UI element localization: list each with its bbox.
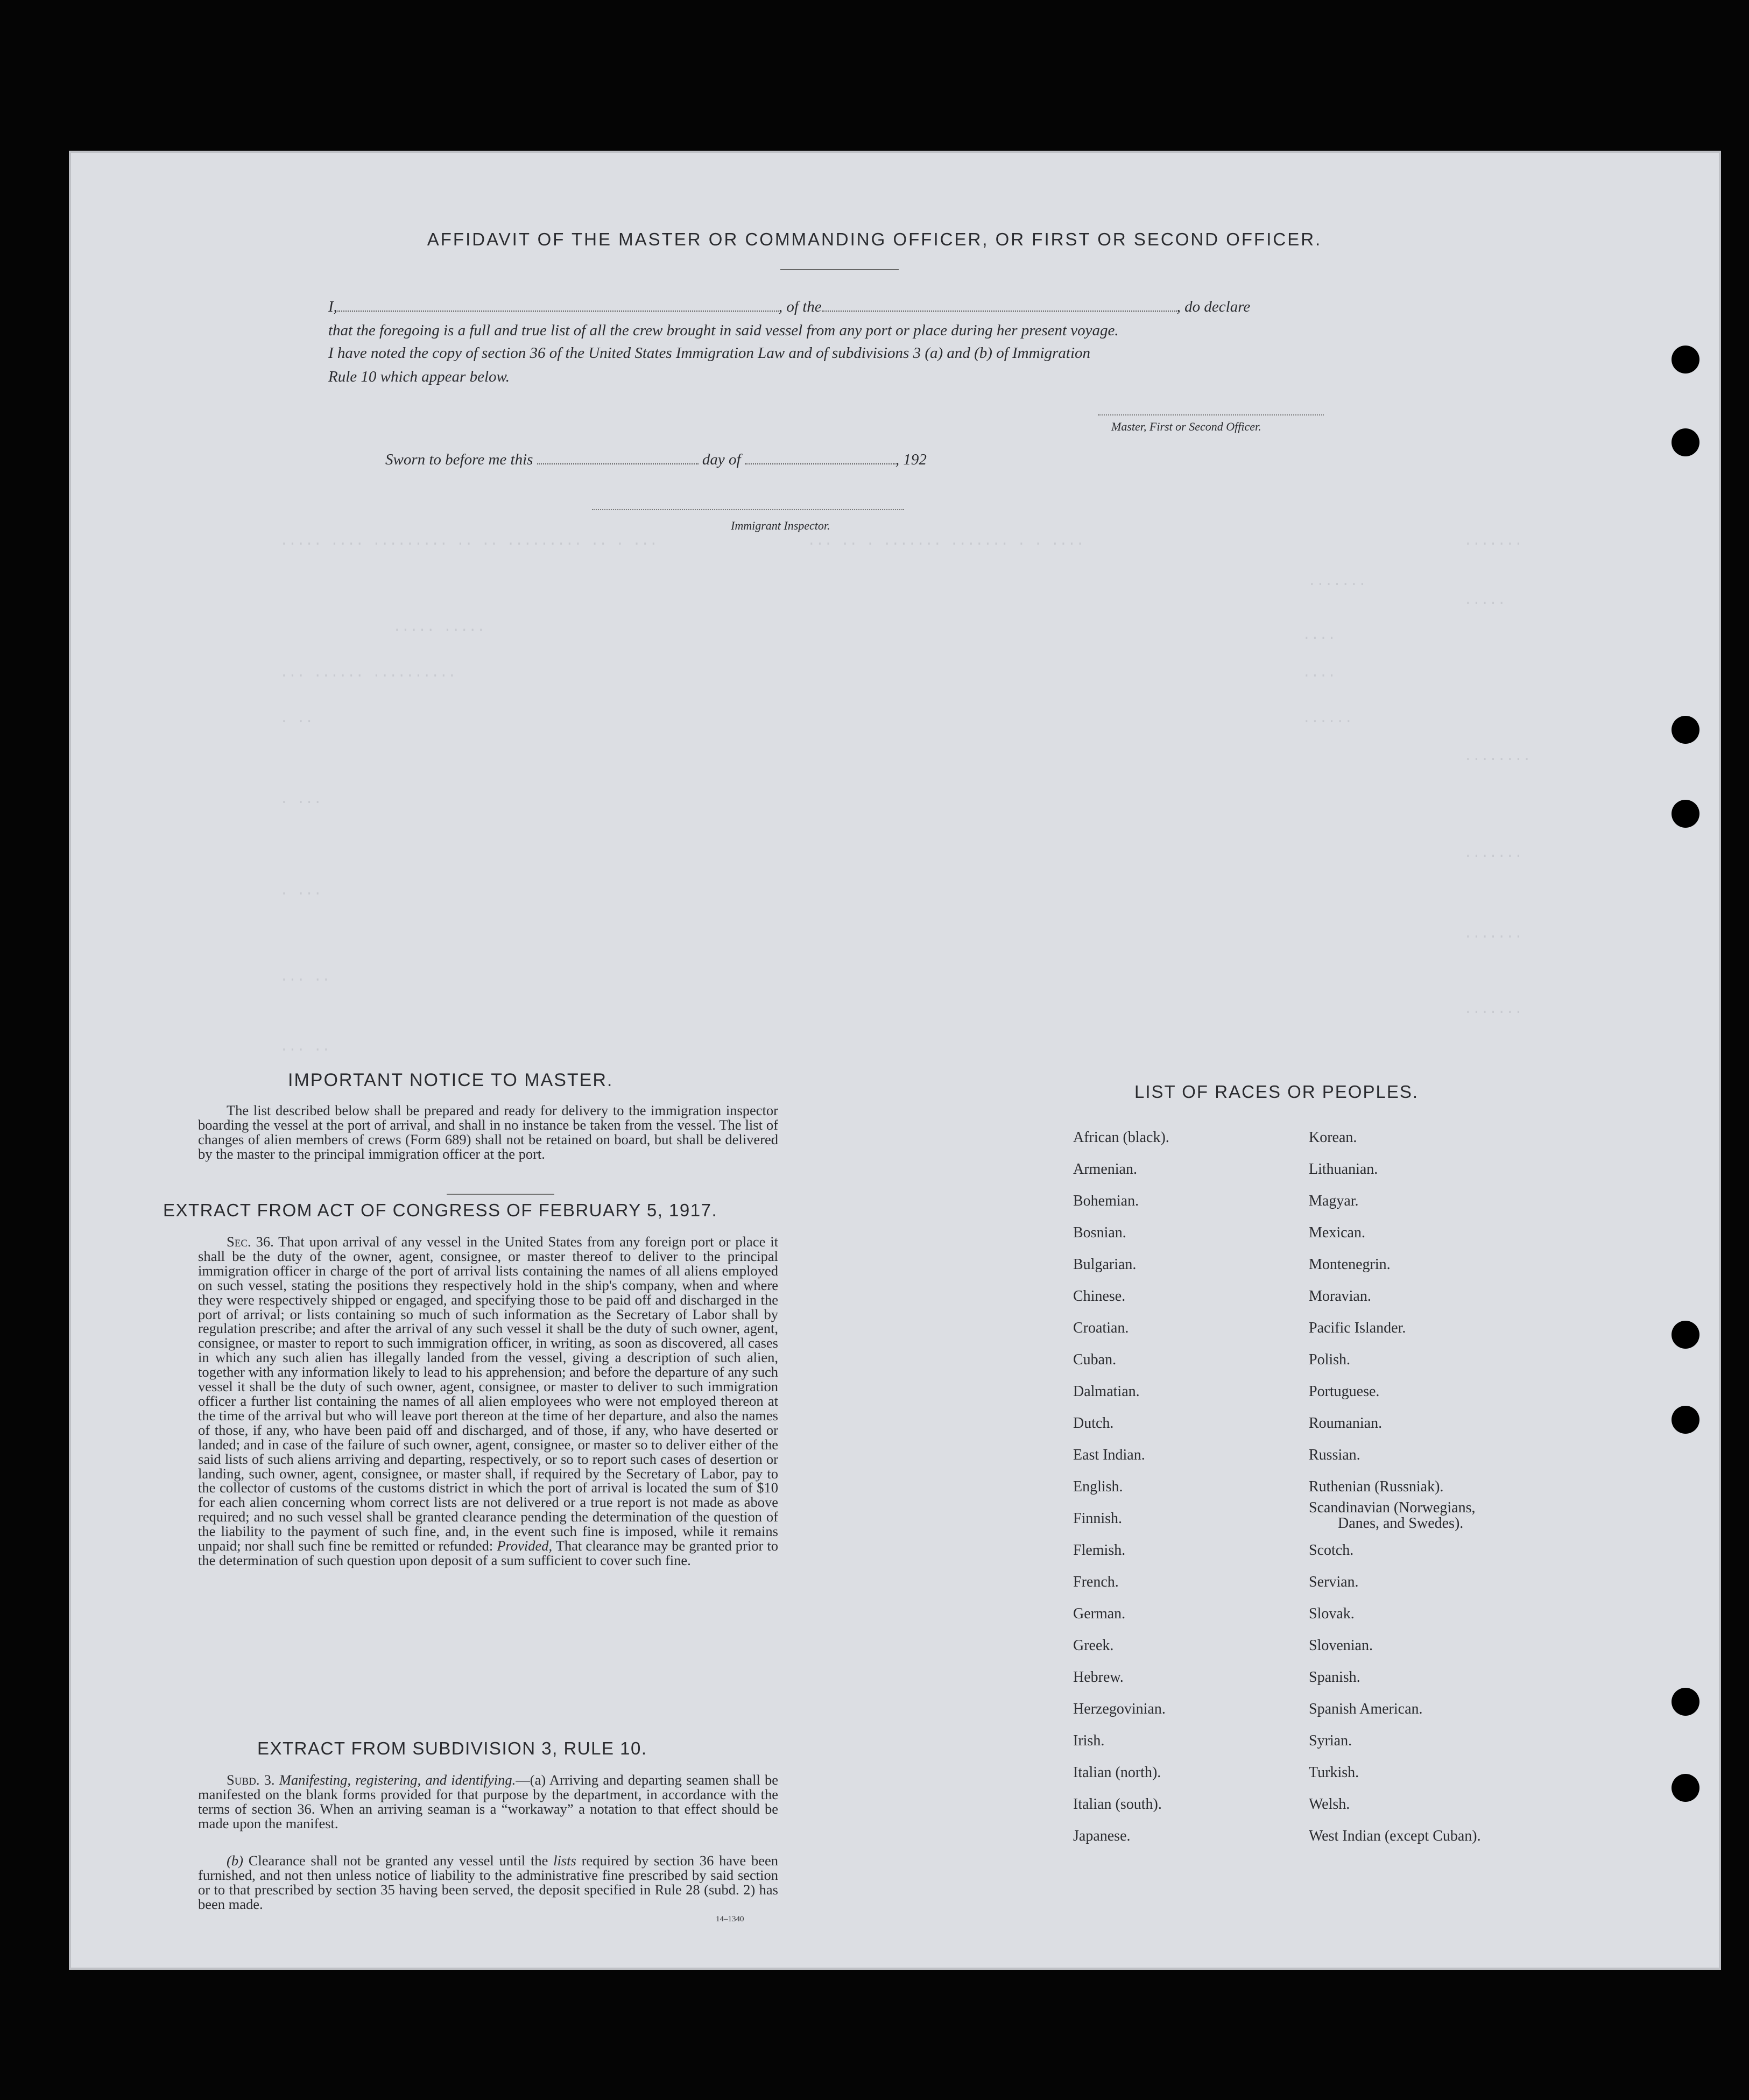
punch-hole <box>1672 800 1699 828</box>
inspector-label: Immigrant Inspector. <box>731 519 830 532</box>
race-item: Herzegovinian. <box>1073 1701 1166 1717</box>
punch-hole <box>1672 1688 1699 1716</box>
notice-body: The list described below shall be prepared and ready for delivery to the immigration inspector boarding the vessel at the port of arrival, and shall in no instance be taken from the vessel. The list of changes of alien members of crews (Form 689) shall not be retained on board, but shall be delivered by the master to the principal immigration officer at the port. <box>198 1102 778 1162</box>
race-item: Spanish. <box>1309 1669 1360 1686</box>
extract-rule-para-a <box>198 1773 778 1831</box>
race-item: East Indian. <box>1073 1447 1145 1463</box>
name-field[interactable] <box>337 311 779 312</box>
race-item: Magyar. <box>1309 1193 1359 1209</box>
race-item: Russian. <box>1309 1447 1360 1463</box>
race-item: African (black). <box>1073 1129 1169 1146</box>
extract-rule-title: EXTRACT FROM SUBDIVISION 3, RULE 10. <box>257 1738 647 1758</box>
race-item: Ruthenian (Russniak). <box>1309 1478 1444 1495</box>
provided-label: Provided, <box>497 1538 553 1554</box>
do-declare-label: , do declare <box>1176 298 1251 315</box>
title-rule <box>780 269 899 270</box>
form-number: 14–1340 <box>716 1915 744 1923</box>
race-item: Irish. <box>1073 1732 1105 1749</box>
para-b-label: (b) <box>227 1852 243 1869</box>
race-item: Greek. <box>1073 1637 1114 1654</box>
race-item: Bohemian. <box>1073 1193 1139 1209</box>
race-item: Welsh. <box>1309 1796 1350 1813</box>
race-item: Italian (north). <box>1073 1764 1161 1781</box>
race-item: Servian. <box>1309 1574 1359 1590</box>
race-item: Slovak. <box>1309 1605 1355 1622</box>
punch-hole <box>1672 1774 1699 1802</box>
race-item: West Indian (except Cuban). <box>1309 1828 1481 1844</box>
notice-rule <box>447 1194 554 1195</box>
race-item: Polish. <box>1309 1351 1351 1368</box>
race-item: German. <box>1073 1605 1126 1622</box>
race-item: Japanese. <box>1073 1828 1131 1844</box>
punch-hole <box>1672 346 1699 374</box>
race-item: French. <box>1073 1574 1119 1590</box>
race-item: Spanish American. <box>1309 1701 1423 1717</box>
para-b-text-2: required by section 36 have been furnished, and not then unless notice of liability to the administrative fine prescribed by said section or to that prescribed by section 35 having been served, the deposit specified in Rule 28 (subd. 2) has been made. <box>198 1852 779 1912</box>
race-item: Pacific Islander. <box>1309 1320 1406 1336</box>
sec-label: Sec. 36. <box>227 1234 274 1250</box>
master-signature-line[interactable] <box>1098 414 1324 415</box>
race-item: Bulgarian. <box>1073 1256 1137 1273</box>
extract-act-text: That upon arrival of any vessel in the United States from any foreign port or place it shall be the duty of the owner, agent, consignee, or master thereof to deliver to the principal immigration officer in charge of the port of arrival lists containing the names of all aliens employed on such vessel, stating the positions they respectively hold in the ship's company, when and where they were respectively shipped or engaged, and specifying those to be paid off and discharged in the port of arrival; or lists containing so much of such information as the Secretary of Labor shall by regulation prescribe; and after the arrival of any such vessel it shall be the duty of such owner, agent, consignee, or master to report to such immigration officer, in writing, as soon as discovered, all cases in which any such alien has illegally landed from the vessel, giving a description of such alien, together with any information likely to lead to his apprehension; and before the departure of any such vessel it shall be the duty of such owner, agent, consignee, or master to deliver to such immigration officer a further list containing the names of all alien employees who were not employed thereon at the time of the arrival but who will leave port thereon at the time of her departure, and also the names of those, if any, who have been paid off and discharged, and of those, if any, who have deserted or landed; and in case of the failure of such owner, agent, consignee, or master so to deliver either of the said lists of such aliens arriving and departing, respectively, or so to report such cases of desertion or landing, such owner, agent, consignee, or master shall, if required by the Secretary of Labor, pay to the collector of customs of the customs district in which the port of arrival is located the sum of $10 for each alien concerning whom correct lists are not delivered or a true report is not made as above required; and no such vessel shall be granted clearance pending the determination of the question of the liability to the payment of such fine, and, in the event such fine is imposed, while it remains unpaid; nor shall such fine be remitted or refunded: <box>198 1234 778 1554</box>
punch-hole <box>1672 1406 1699 1434</box>
sworn-line <box>385 451 927 469</box>
sworn-label: Sworn to before me this <box>385 451 533 468</box>
race-item: Turkish. <box>1309 1764 1359 1781</box>
document-page <box>69 151 1721 1970</box>
punch-hole <box>1672 1321 1699 1349</box>
of-the-label: , of the <box>778 298 822 315</box>
punch-hole <box>1672 428 1699 456</box>
affidavit-line2: that the foregoing is a full and true list of all the crew brought in said vessel from any port or place during her present voyage. <box>328 322 1119 339</box>
race-item: Hebrew. <box>1073 1669 1124 1686</box>
para-b-lists: lists <box>553 1852 576 1869</box>
punch-hole <box>1672 716 1699 744</box>
master-signature-label: Master, First or Second Officer. <box>1111 420 1261 433</box>
extract-act-body <box>198 1235 778 1568</box>
race-item: Scotch. <box>1309 1542 1354 1559</box>
race-item: Lithuanian. <box>1309 1161 1378 1178</box>
race-item: English. <box>1073 1478 1123 1495</box>
sworn-month-field[interactable] <box>745 463 895 464</box>
affidavit-line4: Rule 10 which appear below. <box>328 368 510 385</box>
race-item: Roumanian. <box>1309 1415 1383 1432</box>
race-item: Portuguese. <box>1309 1383 1380 1400</box>
race-item: Croatian. <box>1073 1320 1129 1336</box>
race-item: Korean. <box>1309 1129 1357 1146</box>
vessel-field[interactable] <box>822 311 1177 312</box>
race-item-continuation: Danes, and Swedes). <box>1338 1515 1464 1532</box>
affidavit-title: AFFIDAVIT OF THE MASTER OR COMMANDING OFFICER, OR FIRST OR SECOND OFFICER. <box>427 229 1322 249</box>
notice-title: IMPORTANT NOTICE TO MASTER. <box>288 1070 613 1090</box>
race-item: Chinese. <box>1073 1288 1126 1305</box>
race-item: Montenegrin. <box>1309 1256 1391 1273</box>
i-label: I, <box>328 298 337 315</box>
race-item: Bosnian. <box>1073 1224 1126 1241</box>
race-item: Moravian. <box>1309 1288 1371 1305</box>
affidavit-line1 <box>328 298 1345 316</box>
sworn-day-field[interactable] <box>537 463 699 464</box>
race-item: Scandinavian (Norwegians, <box>1309 1499 1476 1516</box>
year-label: , 192 <box>895 451 927 468</box>
extract-rule-para-b <box>198 1854 778 1912</box>
race-item: Slovenian. <box>1309 1637 1373 1654</box>
race-item: Cuban. <box>1073 1351 1117 1368</box>
rule-para-a: —(a) Arriving and departing seamen shall be manifested on the blank forms provided for that purpose by the department, in accordance with the terms of section 36. When an arriving seaman is a “workaway” a notation to that effect should be made upon the manifest. <box>198 1772 779 1831</box>
para-b-text-1: Clearance shall not be granted any vessel until the <box>248 1852 548 1869</box>
race-item: Finnish. <box>1073 1510 1123 1527</box>
inspector-signature-line[interactable] <box>592 509 904 510</box>
race-item: Dalmatian. <box>1073 1383 1140 1400</box>
extract-act-title: EXTRACT FROM ACT OF CONGRESS OF FEBRUARY 5, 1917. <box>163 1200 718 1220</box>
extract-act-text-end: That clearance may be granted prior to the determination of such question upon deposit of a sum sufficient to cover such fine. <box>198 1538 779 1568</box>
affidavit-line3: I have noted the copy of section 36 of the United States Immigration Law and of subdivisions 3 (a) and (b) of Immigration <box>328 344 1091 362</box>
race-item: Syrian. <box>1309 1732 1352 1749</box>
rule-heading: Manifesting, registering, and identifying. <box>279 1772 516 1788</box>
subd-label: Subd. 3. <box>227 1772 275 1788</box>
race-item: Italian (south). <box>1073 1796 1162 1813</box>
races-title: LIST OF RACES OR PEOPLES. <box>1134 1082 1419 1102</box>
race-item: Armenian. <box>1073 1161 1137 1178</box>
day-of-label: day of <box>702 451 741 468</box>
race-item: Flemish. <box>1073 1542 1126 1559</box>
race-item: Mexican. <box>1309 1224 1365 1241</box>
race-item: Dutch. <box>1073 1415 1114 1432</box>
